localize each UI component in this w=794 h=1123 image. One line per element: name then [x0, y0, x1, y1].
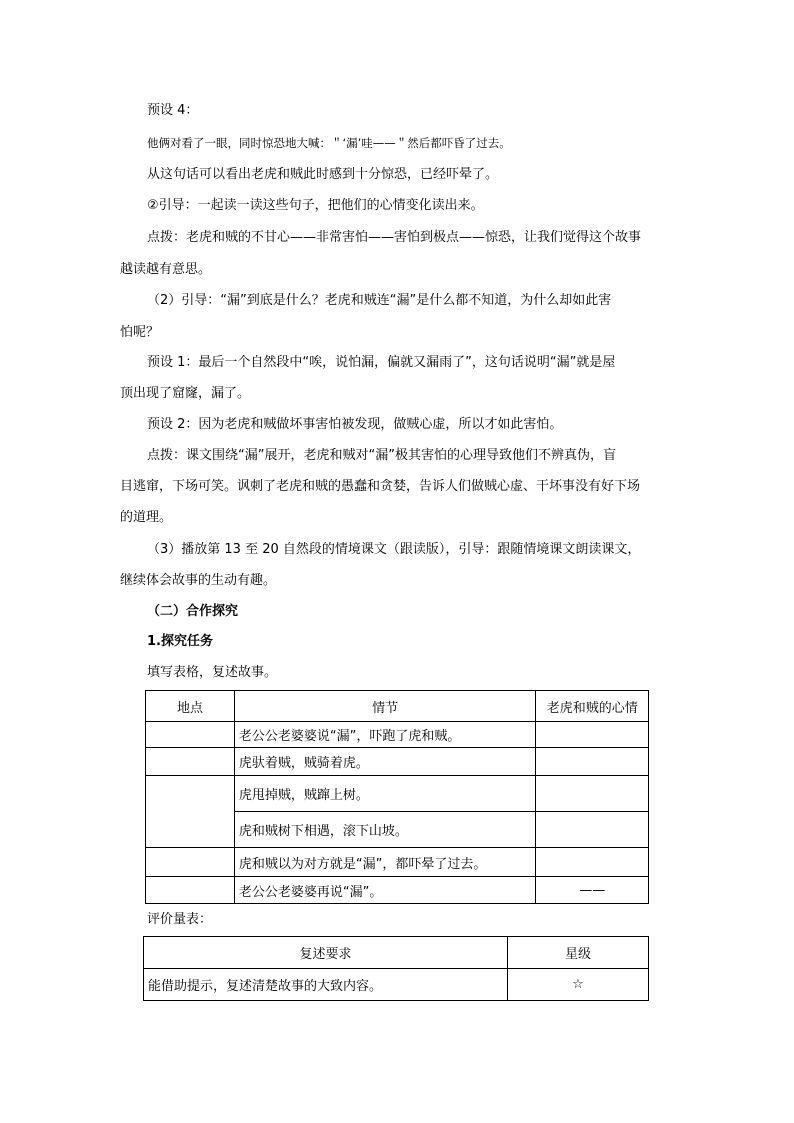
header-mood: 老虎和贼的心情	[536, 691, 649, 722]
paragraph-line: 点拨：老虎和贼的不甘心——非常害怕——害怕到极点——惊恐，让我们觉得这个故事	[147, 230, 642, 245]
section-heading: （二）合作探究	[147, 604, 239, 619]
subsection-heading: 1.探究任务	[147, 634, 213, 649]
requirement-cell: 能借助提示，复述清楚故事的大致内容。	[144, 969, 508, 1001]
header-location: 地点	[146, 691, 235, 722]
plot-cell: 虎和贼树下相遇，滚下山坡。	[234, 812, 536, 848]
table-row	[144, 969, 649, 1001]
plot-cell: 虎和贼以为对方就是“漏”，都吓晕了过去。	[234, 848, 536, 877]
preset-4-label: 预设 4：	[147, 103, 199, 118]
table-header-row	[146, 691, 649, 722]
plot-cell: 虎甩掉贼，贼蹿上树。	[234, 776, 536, 812]
plot-cell: 虎驮着贼，贼骑着虎。	[234, 748, 536, 776]
paragraph-line: 预设 1：最后一个自然段中“唉，说怕漏，偏就又漏雨了”，这句话说明“漏”就是屋	[147, 355, 616, 370]
table-row	[146, 748, 649, 776]
header-plot: 情节	[234, 691, 536, 722]
location-cell	[146, 848, 235, 877]
paragraph-line: （3）播放第 13 至 20 自然段的情境课文（跟读版），引导：跟随情境课文朗读课文，	[147, 542, 641, 557]
plot-cell: 老公公老婆婆说“漏”，吓跑了虎和贼。	[234, 722, 536, 748]
story-table	[145, 690, 649, 904]
table-row	[146, 722, 649, 748]
task-instruction: 填写表格，复述故事。	[147, 665, 278, 680]
mood-cell	[536, 722, 649, 748]
mood-cell	[536, 812, 649, 848]
paragraph-line: 继续体会故事的生动有趣。	[120, 573, 277, 588]
mood-cell	[536, 748, 649, 776]
paragraph-line: 点拨：课文围绕“漏”展开，老虎和贼对“漏”极其害怕的心理导致他们不辨真伪，盲	[147, 448, 616, 463]
star-rating-cell: ☆	[508, 969, 649, 1001]
plot-cell: 老公公老婆婆再说“漏”。	[234, 877, 536, 904]
evaluation-label: 评价量表：	[147, 912, 213, 927]
location-cell	[146, 748, 235, 776]
quote-line: 他俩对看了一眼，同时惊恐地大喊：＂‘漏’哇——＂然后都吓昏了过去。	[147, 136, 511, 150]
table-row	[146, 877, 649, 904]
paragraph-line: 越读越有意思。	[120, 262, 212, 277]
location-cell	[146, 877, 235, 904]
paragraph-line: （2）引导：“漏”到底是什么？老虎和贼连“漏”是什么都不知道，为什么却如此害	[147, 293, 612, 308]
location-cell	[146, 722, 235, 748]
header-requirement: 复述要求	[144, 937, 508, 969]
mood-cell	[536, 776, 649, 812]
table-header-row	[144, 937, 649, 969]
mood-cell: ——	[536, 877, 649, 904]
paragraph-line: 顶出现了窟窿，漏了。	[120, 386, 251, 401]
location-cell	[146, 776, 235, 848]
paragraph-line: 预设 2：因为老虎和贼做坏事害怕被发现，做贼心虚，所以才如此害怕。	[147, 417, 563, 432]
paragraph-line: 从这句话可以看出老虎和贼此时感到十分惊恐，已经吓晕了。	[147, 167, 499, 182]
evaluation-table	[143, 936, 649, 1001]
mood-cell	[536, 848, 649, 877]
header-rating: 星级	[508, 937, 649, 969]
paragraph-line: 的道理。	[120, 510, 173, 525]
paragraph-line: 目逃窜，下场可笑。讽刺了老虎和贼的愚蠢和贪婪，告诉人们做贼心虚、干坏事没有好下场	[120, 479, 641, 494]
table-row	[146, 848, 649, 877]
paragraph-line: ②引导：一起读一读这些句子，把他们的心情变化读出来。	[147, 198, 484, 213]
table-row	[146, 776, 649, 812]
paragraph-line: 怕呢？	[120, 325, 160, 340]
